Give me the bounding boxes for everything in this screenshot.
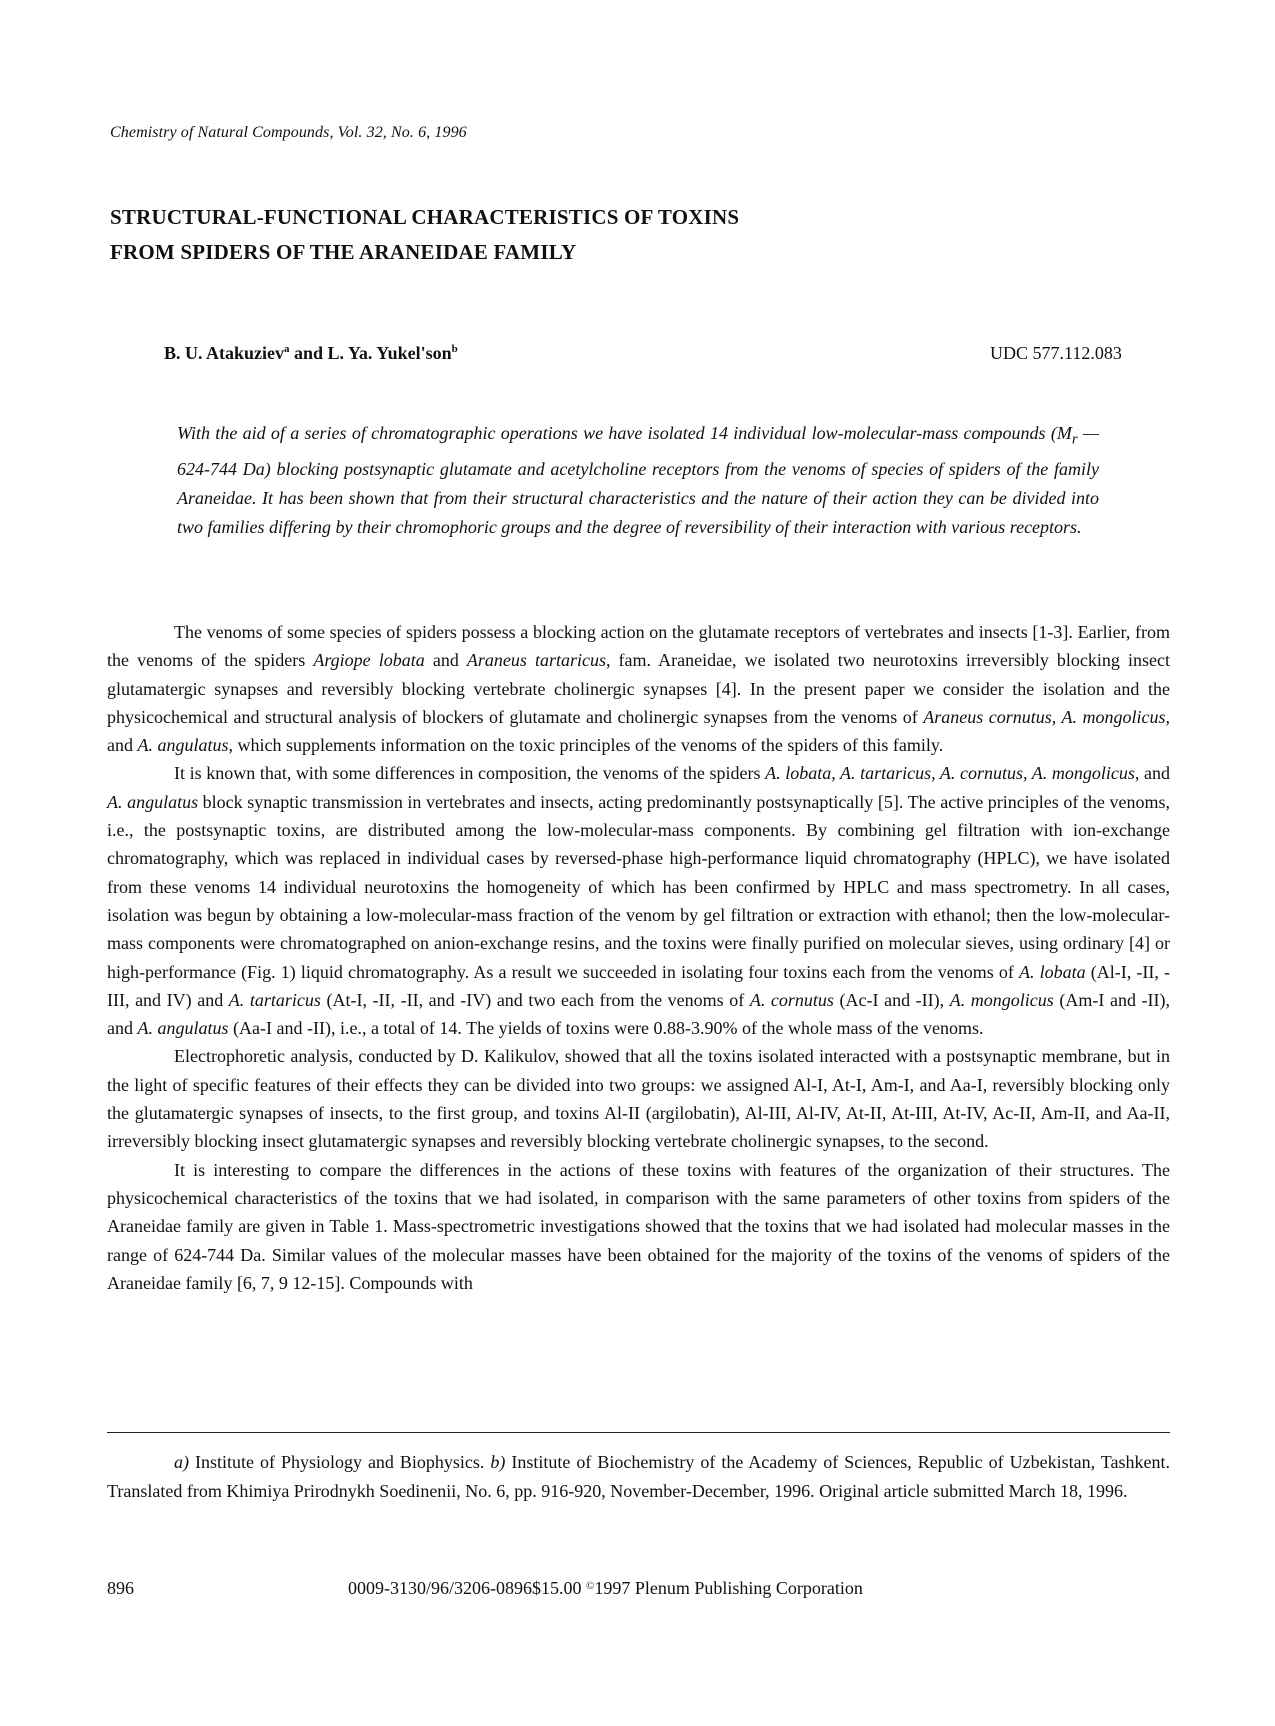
text-run: (Aa-I and -II), i.e., a total of 14. The yields of toxins were 0.88-3.90% of the whole mass of the venoms. [228, 1018, 984, 1039]
issn-code: 0009-3130/96/3206-0896$15.00 [348, 1578, 586, 1598]
text-run: (Am-I and -II), and [107, 989, 1171, 1039]
species-name: A. lobata, A. tartaricus, A. cornutus, A. mongolicus [765, 763, 1135, 784]
body-text [107, 618, 1170, 1297]
affiliation-mark: a [284, 343, 290, 355]
footnote-text: Institute of Biochemistry of the Academy of Sciences, Republic of Uzbekistan, Tashkent. Translated from Khimiya Prirodnykh Soedinenii, No. 6, pp. 916-920, November-December, 1996. Original article submitted March 18, 1996. [107, 1452, 1170, 1501]
text-run: and [424, 650, 467, 671]
text-run: (Ac-I and -II), [833, 989, 950, 1010]
affiliation-footnote [107, 1448, 1170, 1505]
species-name: A. cornutus [749, 989, 834, 1010]
udc-code: UDC 577.112.083 [990, 343, 1122, 363]
affiliation-mark: b [451, 343, 458, 355]
text-run: (Al-I, -II, -III, and IV) and [107, 961, 1170, 1010]
species-name: A. angulatus [137, 735, 229, 756]
article-title [110, 200, 1010, 270]
page-number: 896 [107, 1578, 134, 1598]
publisher-name: 1997 Plenum Publishing Corporation [594, 1578, 863, 1598]
title-line-1: STRUCTURAL-FUNCTIONAL CHARACTERISTICS OF TOXINS [110, 205, 740, 229]
abstract-text: With the aid of a series of chromatographic operations we have isolated 14 individual low-molecular-mass compounds (M [177, 423, 1072, 443]
footnote-divider [107, 1432, 1170, 1433]
text-run: It is known that, with some differences in composition, the venoms of the spiders [174, 763, 766, 784]
species-name: A. tartaricus [228, 989, 321, 1010]
text-run: , and [1134, 763, 1170, 784]
paragraph-2 [107, 759, 1170, 1042]
abstract-subscript: r [1071, 431, 1078, 448]
text-run: , which supplements information on the toxic principles of the venoms of the spiders of this family. [228, 735, 944, 756]
species-name: A. angulatus [107, 791, 199, 812]
abstract-text: — 624-744 Da) blocking postsynaptic glutamate and acetylcholine receptors from the venoms of species of spiders of the family Araneidae. It has been shown that from their structural characteristics and the nature of their action they can be divided into two families differing by their chromophoric groups and the degree of reversibility of their interaction with various receptors. [177, 423, 1099, 537]
text-run: , fam. Araneidae, we isolated two neurotoxins irreversibly blocking insect glutamatergic synapses and reversibly blocking vertebrate cholinergic synapses [4]. In the present paper we consider the isolation and the physicochemical and structural analysis of blockers of glutamate and cholinergic synapses from the venoms of [107, 650, 1170, 727]
species-name: A. angulatus [137, 1018, 229, 1039]
paragraph-3: Electrophoretic analysis, conducted by D. Kalikulov, showed that all the toxins isolated interacted with a postsynaptic membrane, but in the light of specific features of their effects they can be divided into two groups: we assigned Al-I, At-I, Am-I, and Aa-I, reversibly blocking only the glutamatergic synapses of insects, to the first group, and toxins Al-II (argilobatin), Al-III, Al-IV, At-II, At-III, At-IV, Ac-II, Am-II, and Aa-II, irreversibly blocking insect glutamatergic synapses and reversibly blocking vertebrate cholinergic synapses, to the second. [107, 1046, 1170, 1152]
text-run: block synaptic transmission in vertebrates and insects, acting predominantly postsynaptically [5]. The active principles of the venoms, i.e., the postsynaptic toxins, are distributed among the low-molecular-mass components. By combining gel filtration with ion-exchange chromatography, which was replaced in individual cases by reversed-phase high-performance liquid chromatography (HPLC), we have isolated from these venoms 14 individual neurotoxins the homogeneity of which has been confirmed by HPLC and mass spectrometry. In all cases, isolation was begun by obtaining a low-molecular-mass fraction of the venom by gel filtration or extraction with ethanol; then the low-molecular-mass components were chromatographed on anion-exchange resins, and the toxins were finally purified on molecular sieves, using ordinary [4] or high-performance (Fig. 1) liquid chromatography. As a result we succeeded in isolating four toxins each from the venoms of [107, 791, 1170, 982]
text-run: (At-I, -II, -II, and -IV) and two each from the venoms of [320, 989, 750, 1010]
footnote-mark: a) [174, 1452, 189, 1472]
text-run: The venoms of some species of spiders possess a blocking action on the glutamate receptors of vertebrates and insects [1-3]. Earlier, from the venoms of the spiders [107, 622, 1170, 671]
author-line [164, 343, 458, 364]
journal-citation: Chemistry of Natural Compounds, Vol. 32, No. 6, 1996 [110, 124, 467, 141]
species-name: A. mongolicus [949, 989, 1054, 1010]
abstract [177, 419, 1099, 542]
species-name: Araneus tartaricus [466, 650, 606, 671]
species-name: Araneus cornutus, A. mongolicus [923, 706, 1166, 727]
footnote-mark: b) [490, 1452, 506, 1472]
paragraph-4: It is interesting to compare the differences in the actions of these toxins with features of the organization of their structures. The physicochemical characteristics of the toxins that we had isolated, in comparison with the same parameters of other toxins from spiders of the Araneidae family are given in Table 1. Mass-spectrometric investigations showed that the toxins that we had isolated had molecular masses in the range of 624-744 Da. Similar values of the molecular masses have been obtained for the majority of the toxins of the venoms of spiders of the Araneidae family [6, 7, 9 12-15]. Compounds with [107, 1159, 1170, 1293]
species-name: Argiope lobata [313, 650, 425, 671]
author-name: L. Ya. Yukel'son [327, 343, 452, 363]
copyright-symbol: © [586, 1580, 595, 1592]
text-run: , and [107, 706, 1170, 756]
copyright-line [348, 1578, 863, 1599]
paragraph-1 [107, 618, 1170, 759]
author-joiner: and [289, 343, 328, 363]
author-name: B. U. Atakuziev [164, 343, 285, 363]
species-name: A. lobata [1019, 961, 1086, 982]
title-line-2: FROM SPIDERS OF THE ARANEIDAE FAMILY [110, 240, 577, 264]
footnote-text: Institute of Physiology and Biophysics. [189, 1452, 491, 1472]
